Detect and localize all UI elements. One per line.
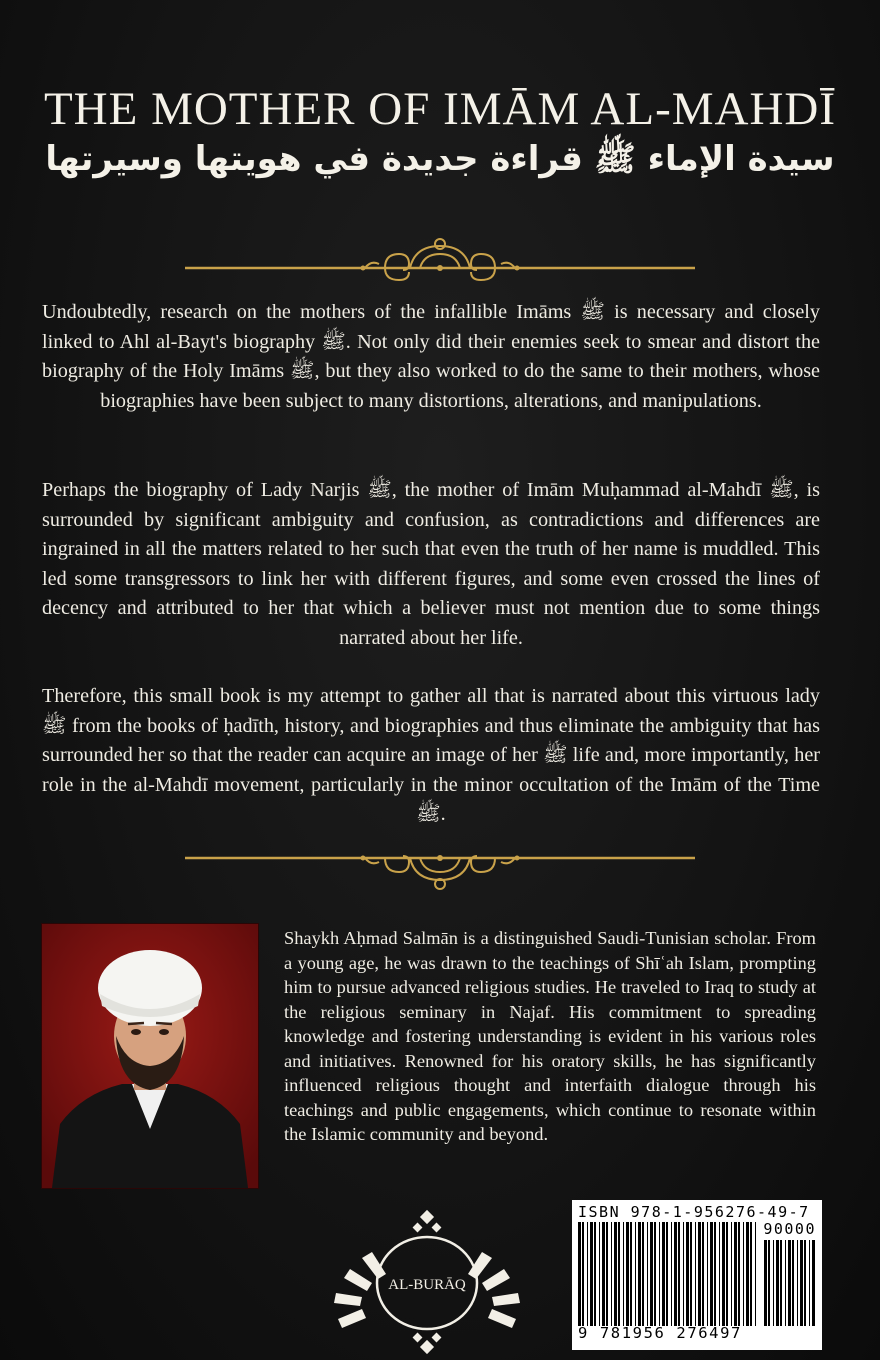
barcode-bar: [594, 1222, 596, 1326]
author-bio: Shaykh Aḥmad Salmān is a distinguished Saudi-Tunisian scholar. From a young age, he was drawn to the teachings of Shīʿah Islam, prompting him to pursue advanced religious studies. He traveled to Iraq to study at the religious seminary in Najaf. His commitment to spreading knowledge and fostering understanding is evident in his various roles and initiatives. Renowned for his oratory skills, he has significantly influenced religious thought and interfaith dialogue through his teachings and public engagements, which continue to resonate within the Islamic community and beyond.: [284, 928, 816, 1144]
barcode-icon: [572, 1200, 822, 1350]
barcode-bar: [626, 1222, 629, 1326]
barcode-bar: [812, 1240, 815, 1326]
barcode-bar: [722, 1222, 725, 1326]
barcode-bar: [618, 1222, 620, 1326]
barcode-bar: [768, 1240, 770, 1326]
barcode-bar: [804, 1240, 806, 1326]
barcode-bar: [686, 1222, 689, 1326]
barcode-bar: [606, 1222, 608, 1326]
barcode-bar: [666, 1222, 668, 1326]
description-paragraph-3: Therefore, this small book is my attempt to gather all that is narrated about this virtuous lady ﷺ from the books of ḥadīth, history, and biographies and thus eliminate the ambiguity that has surrounded her so that the reader can acquire an image of her ﷺ life and, more importantly, her role in the al-Mahdī movement, particularly in the minor occultation of the Imām of the Time ﷺ.: [42, 685, 820, 826]
barcode-bar: [785, 1240, 786, 1326]
price-code: 90000: [763, 1220, 816, 1238]
book-title: THE MOTHER OF IMĀM AL-MAHDĪ: [43, 83, 837, 135]
barcode-bar: [743, 1222, 744, 1326]
barcode-bar: [734, 1222, 737, 1326]
barcode-bar: [659, 1222, 660, 1326]
barcode-bar: [764, 1240, 767, 1326]
barcode-bar: [746, 1222, 749, 1326]
barcode-bar: [590, 1222, 593, 1326]
barcode-bar: [719, 1222, 720, 1326]
barcode-bar: [662, 1222, 665, 1326]
author-photo: [42, 924, 258, 1188]
barcode-bar: [809, 1240, 810, 1326]
barcode-bar: [738, 1222, 740, 1326]
description-paragraph-1: Undoubtedly, research on the mothers of the infallible Imāms ﷺ is necessary and closely linked to Ahl al-Bayt's biography ﷺ. Not only did their enemies seek to smear and distort the biography of the Holy Imāms ﷺ, but they also worked to do the same to their mothers, whose biographies have been subject to many distortions, alterations, and manipulations.: [42, 301, 821, 412]
barcode-bar: [654, 1222, 656, 1326]
barcode-bar: [623, 1222, 624, 1326]
barcode-bar: [578, 1222, 581, 1326]
barcode-bar: [800, 1240, 803, 1326]
barcode-bar: [683, 1222, 684, 1326]
ornament-divider-icon: [185, 232, 695, 292]
publisher-logo-icon: [322, 1208, 532, 1358]
barcode-bar: [674, 1222, 677, 1326]
barcode-bar: [611, 1222, 612, 1326]
barcode-bar: [780, 1240, 782, 1326]
barcode-bar: [635, 1222, 636, 1326]
barcode-bar: [698, 1222, 701, 1326]
barcode-bar: [650, 1222, 653, 1326]
barcode-bar: [707, 1222, 708, 1326]
barcode-bar: [587, 1222, 588, 1326]
barcode-bar: [630, 1222, 632, 1326]
barcode-bar: [602, 1222, 605, 1326]
barcode-bar: [714, 1222, 716, 1326]
barcode-bar: [726, 1222, 728, 1326]
barcode-addon-bars: [764, 1240, 816, 1326]
barcode-bar: [695, 1222, 696, 1326]
barcode-bar: [773, 1240, 774, 1326]
barcode-bar: [788, 1240, 791, 1326]
barcode-bar: [671, 1222, 672, 1326]
barcode-bar: [678, 1222, 680, 1326]
barcode-bars: [578, 1222, 758, 1326]
barcode-bar: [755, 1222, 756, 1326]
barcode-bar: [582, 1222, 584, 1326]
barcode-bar: [776, 1240, 779, 1326]
barcode-bar: [710, 1222, 713, 1326]
arabic-subtitle: سيدة الإماء ﷺ قراءة جديدة في هويتها وسيرتها: [45, 139, 835, 179]
barcode-bar: [797, 1240, 798, 1326]
barcode-number: 9 781956 276497: [578, 1324, 742, 1342]
description-paragraph-2: Perhaps the biography of Lady Narjis ﷺ, the mother of Imām Muḥammad al-Mahdī ﷺ, is surrounded by significant ambiguity and confusion, as contradictions and differences are ingrained in all the matters related to her such that even the truth of her name is muddled. This led some transgressors to link her with different figures, and some even crossed the lines of decency and attributed to her that which a believer must not mention due to some things narrated about her life.: [42, 479, 820, 649]
barcode-bar: [638, 1222, 641, 1326]
barcode-bar: [642, 1222, 644, 1326]
publisher-name: AL-BURĀQ: [388, 1277, 466, 1293]
isbn-label: ISBN 978-1-956276-49-7: [578, 1203, 810, 1221]
barcode-bar: [599, 1222, 600, 1326]
barcode-bar: [702, 1222, 704, 1326]
barcode-bar: [750, 1222, 752, 1326]
ornament-divider-icon: [185, 836, 695, 896]
barcode-bar: [647, 1222, 648, 1326]
barcode-bar: [731, 1222, 732, 1326]
barcode-bar: [792, 1240, 794, 1326]
barcode-bar: [690, 1222, 692, 1326]
barcode-bar: [614, 1222, 617, 1326]
